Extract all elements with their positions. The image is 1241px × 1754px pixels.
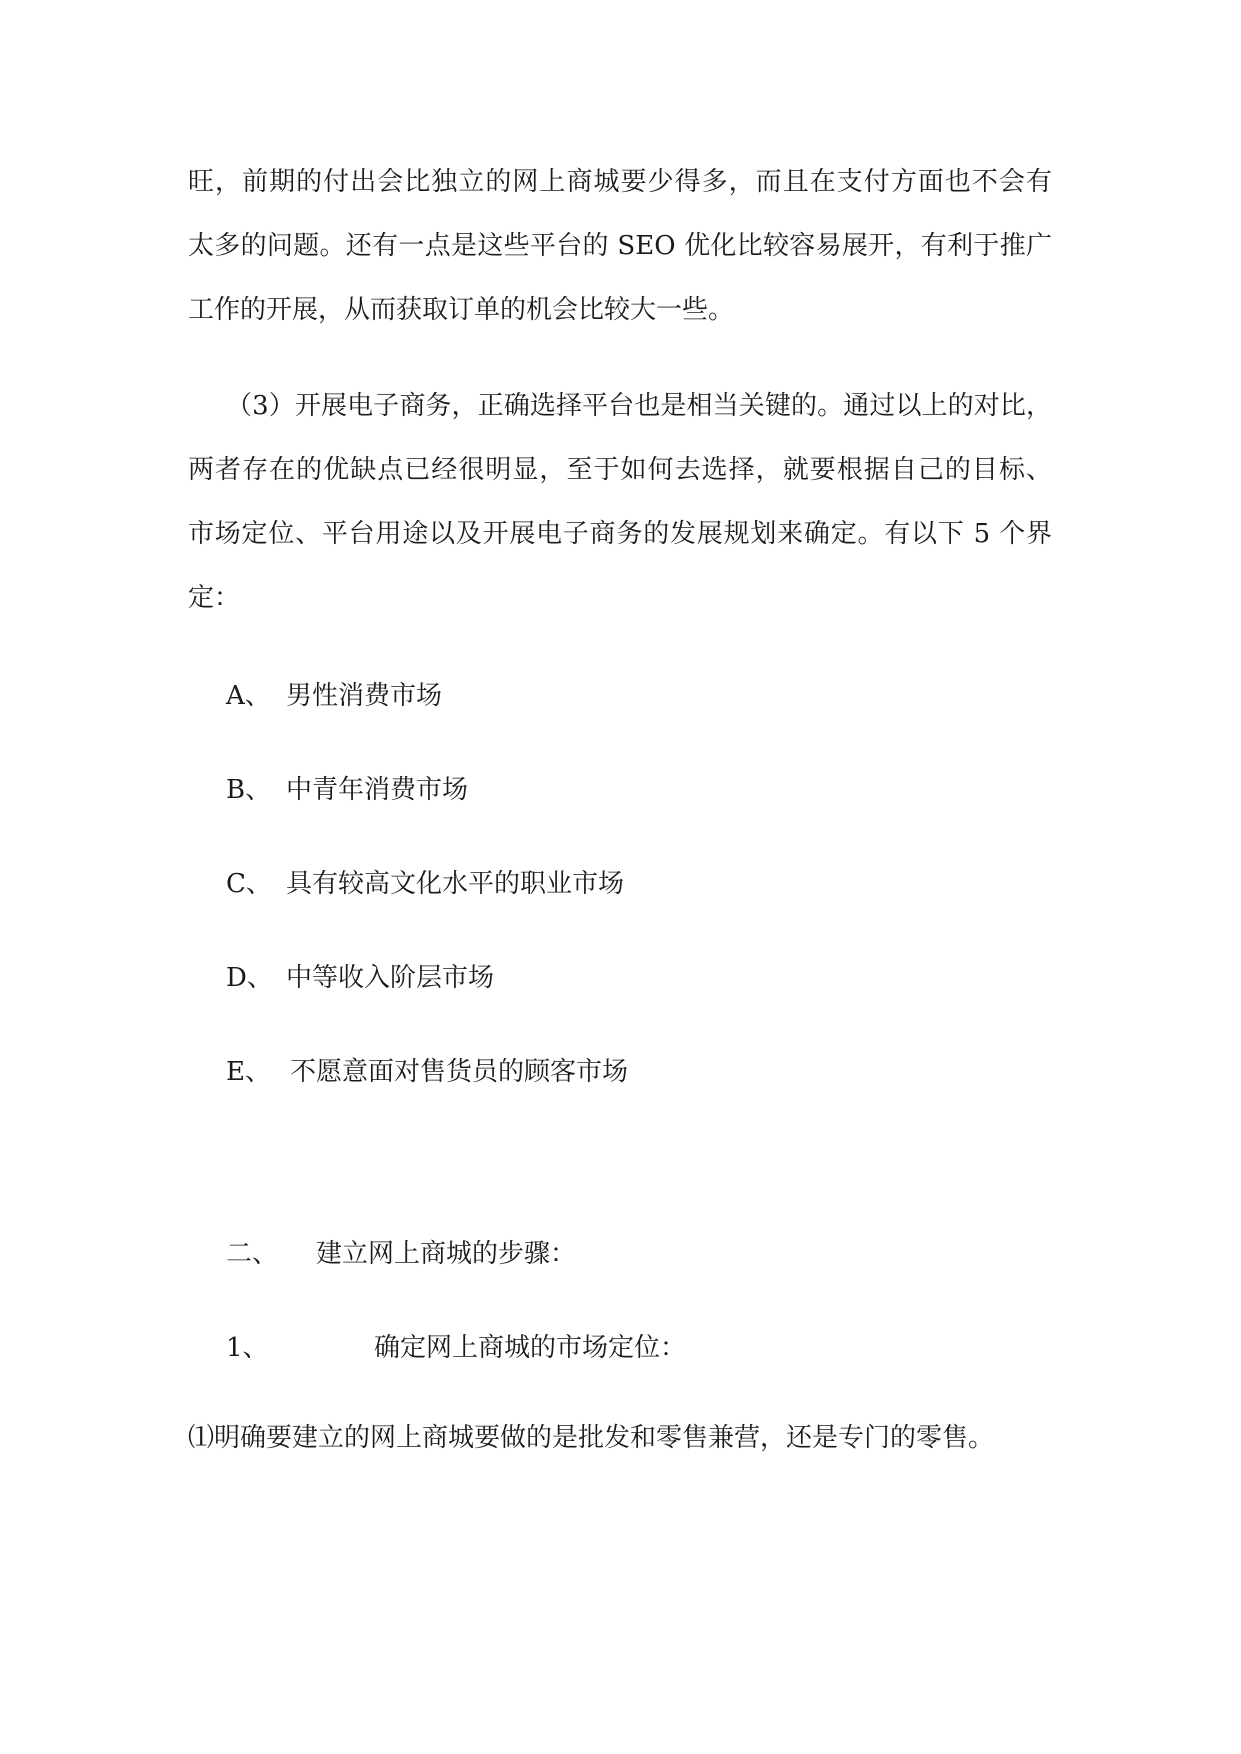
list-text: 中等收入阶层市场 (286, 963, 495, 993)
text-line: 定： (188, 583, 241, 613)
text-line: 太多的问题。还有一点是这些平台的 SEO 优化比较容易展开，有利于推广 (188, 231, 1052, 261)
text-line: 旺，前期的付出会比独立的网上商城要少得多，而且在支付方面也不会有 (188, 167, 1052, 197)
text-line: 市场定位、平台用途以及开展电子商务的发展规划来确定。有以下 5 个界 (188, 519, 1052, 549)
text-line: ⑴明确要建立的网上商城要做的是批发和零售兼营，还是专门的零售。 (188, 1423, 995, 1453)
list-text: 男性消费市场 (286, 681, 443, 711)
section-marker: 二、 (226, 1239, 279, 1269)
list-marker: E、 (226, 1057, 271, 1087)
text-line: 工作的开展，从而获取订单的机会比较大一些。 (188, 295, 735, 325)
list-text: 具有较高文化水平的职业市场 (286, 869, 625, 899)
list-text: 不愿意面对售货员的顾客市场 (290, 1057, 629, 1087)
step-marker: 1、 (226, 1333, 269, 1363)
step-title: 确定网上商城的市场定位： (374, 1333, 687, 1363)
text-line: （3）开展电子商务，正确选择平台也是相当关键的。通过以上的对比， (226, 391, 1052, 421)
text-line: 两者存在的优缺点已经很明显，至于如何去选择，就要根据自己的目标、 (188, 455, 1052, 485)
list-marker: D、 (226, 963, 273, 993)
list-marker: B、 (226, 775, 272, 805)
list-marker: C、 (226, 869, 272, 899)
list-marker: A、 (226, 681, 271, 711)
section-title: 建立网上商城的步骤： (316, 1239, 577, 1269)
list-text: 中青年消费市场 (286, 775, 469, 805)
